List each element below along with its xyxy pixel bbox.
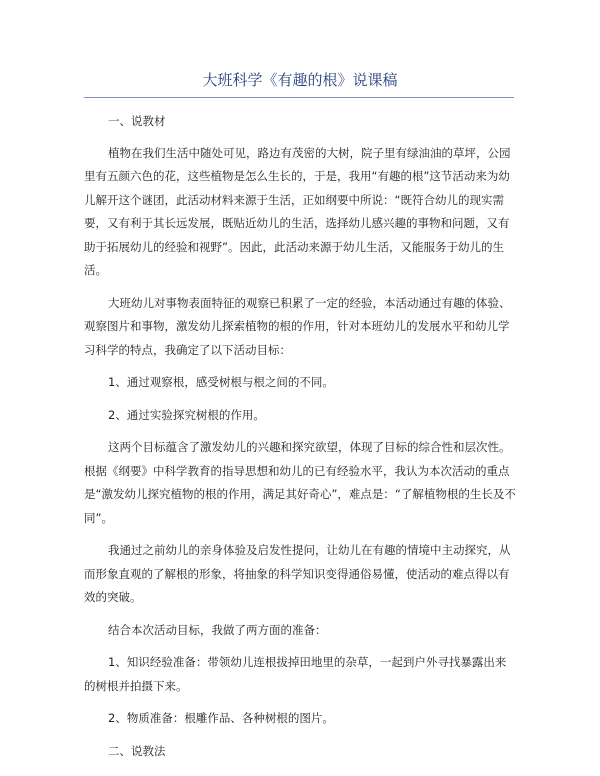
section-heading-1: 一、说教材 — [108, 114, 166, 128]
paragraph-4: 我通过之前幼儿的亲身体验及启发性提问，让幼儿在有趣的情境中主动探究，从而形象直观的了解根的形象，将抽象的科学知识变得通俗易懂，使活动的难点得以有效的突破。 — [84, 543, 511, 604]
goal-item-1: 1、通过观察根，感受树根与根之间的不同。 — [108, 375, 334, 389]
document-title: 大班科学《有趣的根》说课稿 — [202, 71, 398, 89]
paragraph-5: 结合本次活动目标，我做了两方面的准备： — [108, 622, 327, 637]
prep-item-1: 1、知识经验准备：带领幼儿连根拔掉田地里的杂草，一起到户外寻找暴露出来的树根并拍摄下来。 — [84, 655, 507, 693]
paragraph-2: 大班幼儿对事物表面特征的观察已积累了一定的经验，本活动通过有趣的体验、观察图片和事物，激发幼儿探索植物的根的作用，针对本班幼儿的发展水平和幼儿学习科学的特点，我确定了以下活动目标： — [84, 295, 511, 357]
paragraph-1: 植物在我们生活中随处可见，路边有茂密的大树，院子里有绿油油的草坪，公园里有五颜六色的花，这些植物是怎么生长的，于是，我用“有趣的根”这节活动来为幼儿解开这个谜团，此活动材料来源于生活，正如纲要中所说：“既符合幼儿的现实需要，又有利于其长远发展，既贴近幼儿的生活，选择幼儿感兴趣的事物和问题，又有助于拓展幼儿的经验和视野”。因此，此活动来源于幼儿生活，又能服务于幼儿的生活。 — [84, 145, 511, 277]
goal-item-2: 2、通过实验探究树根的作用。 — [108, 407, 265, 422]
paragraph-3: 这两个目标蕴含了激发幼儿的兴趣和探究欲望，体现了目标的综合性和层次性。根据《纲要》中科学教育的指导思想和幼儿的已有经验水平，我认为本次活动的重点是“激发幼儿探究植物的根的作用，满足其好奇心”，难点是：“了解植物根的生长及不同”。 — [84, 440, 516, 525]
title-divider — [84, 97, 514, 98]
section-heading-2: 二、说教法 — [108, 743, 166, 758]
document-body — [84, 110, 516, 763]
prep-item-2: 2、物质准备：根雕作品、各种树根的图片。 — [108, 711, 334, 725]
